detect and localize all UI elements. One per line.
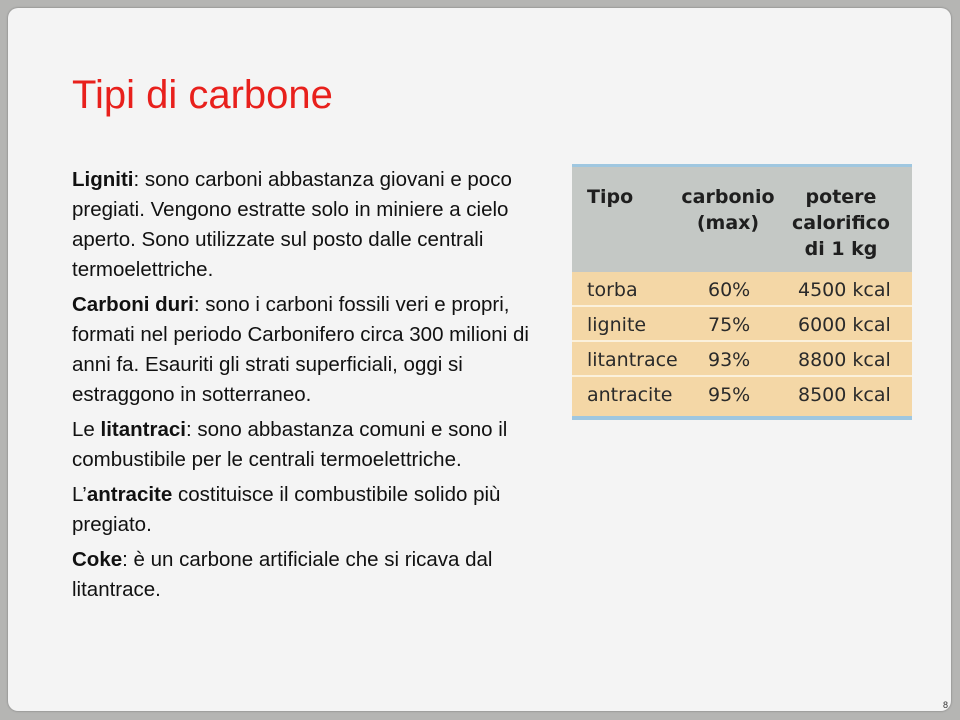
cell-carbonio: 93% — [708, 349, 751, 371]
paragraph-text: : sono carboni abbastanza giovani e poco pregiati. Vengono estratte solo in miniere a cielo aperto. Sono utilizzate sul posto dalle centrali termoelettriche. — [72, 168, 512, 281]
slide-title: Tipi di carbone — [72, 73, 333, 117]
table-row — [572, 274, 912, 307]
cell-carbonio: 60% — [708, 279, 751, 301]
paragraph-text: : sono i carboni fossili veri e propri, formati nel periodo Carbonifero circa 300 milioni di anni fa. Esauriti gli strati superficiali, oggi si estraggono in sotterraneo. — [72, 293, 529, 406]
table-row — [572, 344, 912, 377]
header-potere-calorifico — [782, 184, 900, 262]
paragraph-text: costituisce il combustibile solido più pregiato. — [72, 483, 501, 536]
table-header — [572, 167, 912, 272]
paragraph-term: Ligniti — [72, 168, 134, 191]
header-line: calorifico — [792, 212, 890, 234]
cell-tipo: litantrace — [587, 349, 678, 371]
header-carbonio — [676, 184, 780, 236]
paragraph-litantraci — [72, 415, 542, 475]
cell-carbonio: 75% — [708, 314, 751, 336]
paragraph-term: litantraci — [100, 418, 186, 441]
paragraph-term: Coke — [72, 548, 123, 571]
cell-potere: 6000 kcal — [798, 314, 891, 336]
paragraph-prefix: L’ — [72, 483, 87, 506]
header-line: di 1 kg — [804, 238, 878, 260]
header-tipo — [587, 184, 633, 210]
table-row — [572, 309, 912, 342]
cell-potere: 4500 kcal — [798, 279, 891, 301]
slide — [8, 8, 951, 711]
cell-carbonio: 95% — [708, 384, 751, 406]
table-row — [572, 379, 912, 412]
paragraph-coke — [72, 545, 542, 605]
paragraph-text: : sono abbastanza comuni e sono il combustibile per le centrali termoelettriche. — [72, 418, 508, 471]
page-number: 8 — [943, 700, 949, 710]
header-line: Tipo — [587, 186, 634, 208]
header-line: carbonio — [681, 186, 775, 208]
coal-types-table — [572, 164, 912, 420]
cell-tipo: torba — [587, 279, 638, 301]
paragraph-text: : è un carbone artificiale che si ricava dal litantrace. — [72, 548, 493, 601]
header-line: potere — [805, 186, 877, 208]
cell-potere: 8500 kcal — [798, 384, 891, 406]
cell-tipo: antracite — [587, 384, 673, 406]
paragraph-antracite — [72, 480, 542, 540]
cell-potere: 8800 kcal — [798, 349, 891, 371]
body-text — [72, 165, 542, 610]
cell-tipo: lignite — [587, 314, 647, 336]
paragraph-ligniti — [72, 165, 542, 285]
paragraph-term: antracite — [86, 483, 173, 506]
header-line: (max) — [696, 212, 760, 234]
paragraph-prefix: Le — [72, 418, 101, 441]
paragraph-term: Carboni duri — [72, 293, 194, 316]
paragraph-carboni-duri — [72, 290, 542, 410]
